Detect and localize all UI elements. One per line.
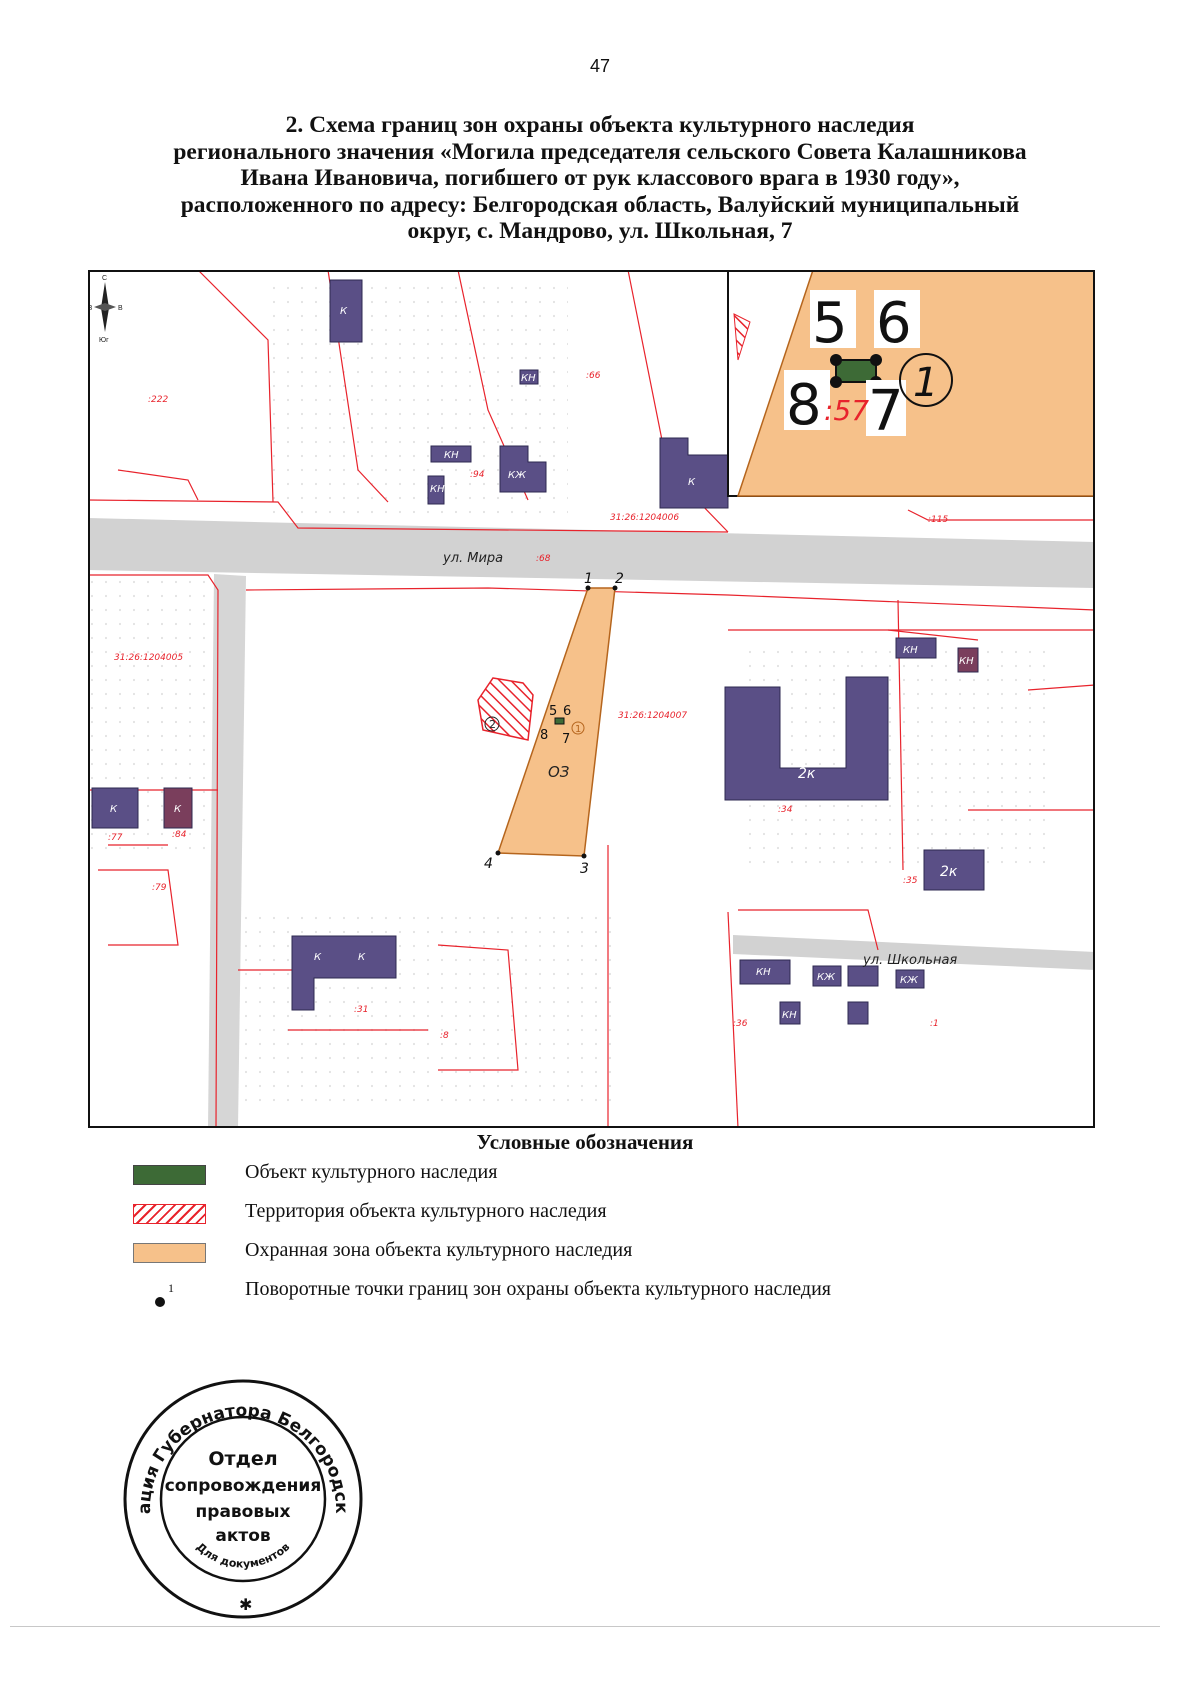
street-label-shkolnaya: ул. Школьная	[863, 953, 958, 968]
compass-west: З	[88, 305, 93, 312]
dotted-area	[748, 650, 1048, 870]
building-label: 2к	[940, 864, 958, 880]
inset-map	[728, 270, 1095, 496]
parcel-number: :79	[152, 883, 167, 893]
parcel-number: :77	[108, 833, 123, 843]
parcel-number: :222	[148, 395, 169, 405]
stamp-star-icon: ✱	[239, 1595, 253, 1614]
legend-item-zone	[133, 1237, 1033, 1276]
building-label: КЖ	[508, 470, 526, 481]
legend-swatch-territory	[133, 1204, 206, 1224]
parcel-number: :31	[354, 1005, 369, 1015]
parcel-number: :66	[586, 371, 601, 381]
parcel-number: :94	[470, 470, 485, 480]
title-line: регионального значения «Могила председателя сельского Совета Калашникова	[173, 138, 1027, 165]
stamp-center-line: актов	[215, 1526, 271, 1546]
inset-point-label: 6	[876, 291, 912, 356]
legend-title: Условные обозначения	[476, 1130, 694, 1154]
building-label: К	[358, 952, 366, 963]
building-label: К	[110, 804, 118, 815]
legend-label: Охранная зона объекта культурного наследия	[245, 1239, 633, 1261]
building-label: К	[688, 477, 696, 488]
building-label: К	[340, 306, 348, 317]
point-label: 6	[563, 704, 572, 719]
building-label: КН	[521, 373, 536, 384]
building-label: КЖ	[900, 975, 918, 986]
point-label: 4	[484, 856, 493, 872]
legend-label: Территория объекта культурного наследия	[245, 1200, 607, 1222]
building-label: К	[314, 952, 322, 963]
official-stamp	[122, 1378, 364, 1620]
building-label: КН	[756, 967, 771, 978]
compass-east: В	[118, 305, 123, 312]
parcel-number: :84	[172, 830, 187, 840]
street-label-mira: ул. Мира	[443, 551, 504, 566]
building-label: 2к	[798, 766, 816, 782]
stamp-bottom-textpath: Для документов	[193, 1540, 293, 1571]
parcel-number: :115	[928, 515, 949, 525]
building	[848, 1002, 868, 1024]
quarter-number: 31:26:1204007	[618, 711, 688, 721]
legend-item-object	[133, 1159, 1033, 1198]
legend-label: Поворотные точки границ зон охраны объекта культурного наследия	[245, 1278, 831, 1300]
heritage-territory	[478, 678, 533, 740]
building-label: КН	[430, 484, 445, 495]
object-marker: 1	[575, 724, 582, 735]
territory-marker: 2	[489, 718, 496, 731]
building-label: КН	[444, 450, 459, 461]
parcel-number: :1	[930, 1019, 939, 1029]
inset-parcel-number: :57	[824, 394, 870, 427]
quarter-number: 31:26:1204005	[114, 653, 184, 663]
inset-point	[830, 376, 842, 388]
page-title	[60, 112, 1140, 245]
point-label: 1	[584, 571, 593, 587]
legend-swatch-object	[133, 1165, 206, 1185]
title-line: округ, с. Мандрово, ул. Школьная, 7	[407, 218, 793, 244]
legend	[133, 1159, 1033, 1315]
boundary-point	[582, 854, 587, 859]
stamp-center-line: правовых	[195, 1502, 291, 1522]
parcel-number: :8	[440, 1031, 449, 1041]
parcel-number: :36	[733, 1019, 748, 1029]
page-number: 47	[589, 56, 611, 76]
stamp-center-line: сопровождения	[164, 1476, 322, 1496]
building-label: КН	[959, 656, 974, 667]
parcel-number: :35	[903, 876, 918, 886]
building-label: КН	[903, 645, 918, 656]
legend-point-icon	[152, 1280, 178, 1310]
legend-item-territory	[133, 1198, 1033, 1237]
building-label: К	[174, 804, 182, 815]
point-label: 7	[562, 732, 571, 747]
parcel-number: :34	[778, 805, 793, 815]
compass-south: Юг	[99, 337, 109, 344]
stamp-center-line: Отдел	[208, 1448, 278, 1470]
inset-object-marker: 1	[913, 360, 939, 406]
page-bottom-rule	[10, 1626, 1160, 1627]
title-line: Ивана Ивановича, погибшего от рук классового врага в 1930 году»,	[240, 165, 960, 191]
boundary-point	[496, 851, 501, 856]
boundary-map	[88, 270, 1095, 1128]
legend-label: Объект культурного наследия	[245, 1161, 498, 1183]
title-line: расположенного по адресу: Белгородская область, Валуйский муниципальный	[180, 191, 1020, 218]
legend-point-sample: 1	[168, 1281, 174, 1295]
point-label: 5	[549, 704, 558, 719]
building	[848, 966, 878, 986]
compass-north: С	[102, 275, 108, 282]
quarter-number: 31:26:1204006	[610, 513, 680, 523]
stamp-ring-textpath: ация Губернатора Белгородск	[134, 1400, 352, 1515]
inset-point-label: 7	[868, 379, 904, 444]
point-label: 2	[615, 571, 624, 587]
parcel-number: :68	[536, 554, 551, 564]
inset-point-label: 8	[786, 373, 822, 438]
point-label: 3	[580, 861, 589, 877]
building-label: КН	[782, 1010, 797, 1021]
title-line: 2. Схема границ зон охраны объекта культурного наследия	[285, 112, 915, 138]
point-label: 8	[540, 728, 549, 743]
legend-item-points	[133, 1276, 1033, 1315]
inset-point-label: 5	[812, 291, 848, 356]
zone-label: ОЗ	[548, 763, 570, 781]
legend-swatch-zone	[133, 1243, 206, 1263]
building-label: КЖ	[817, 972, 835, 983]
